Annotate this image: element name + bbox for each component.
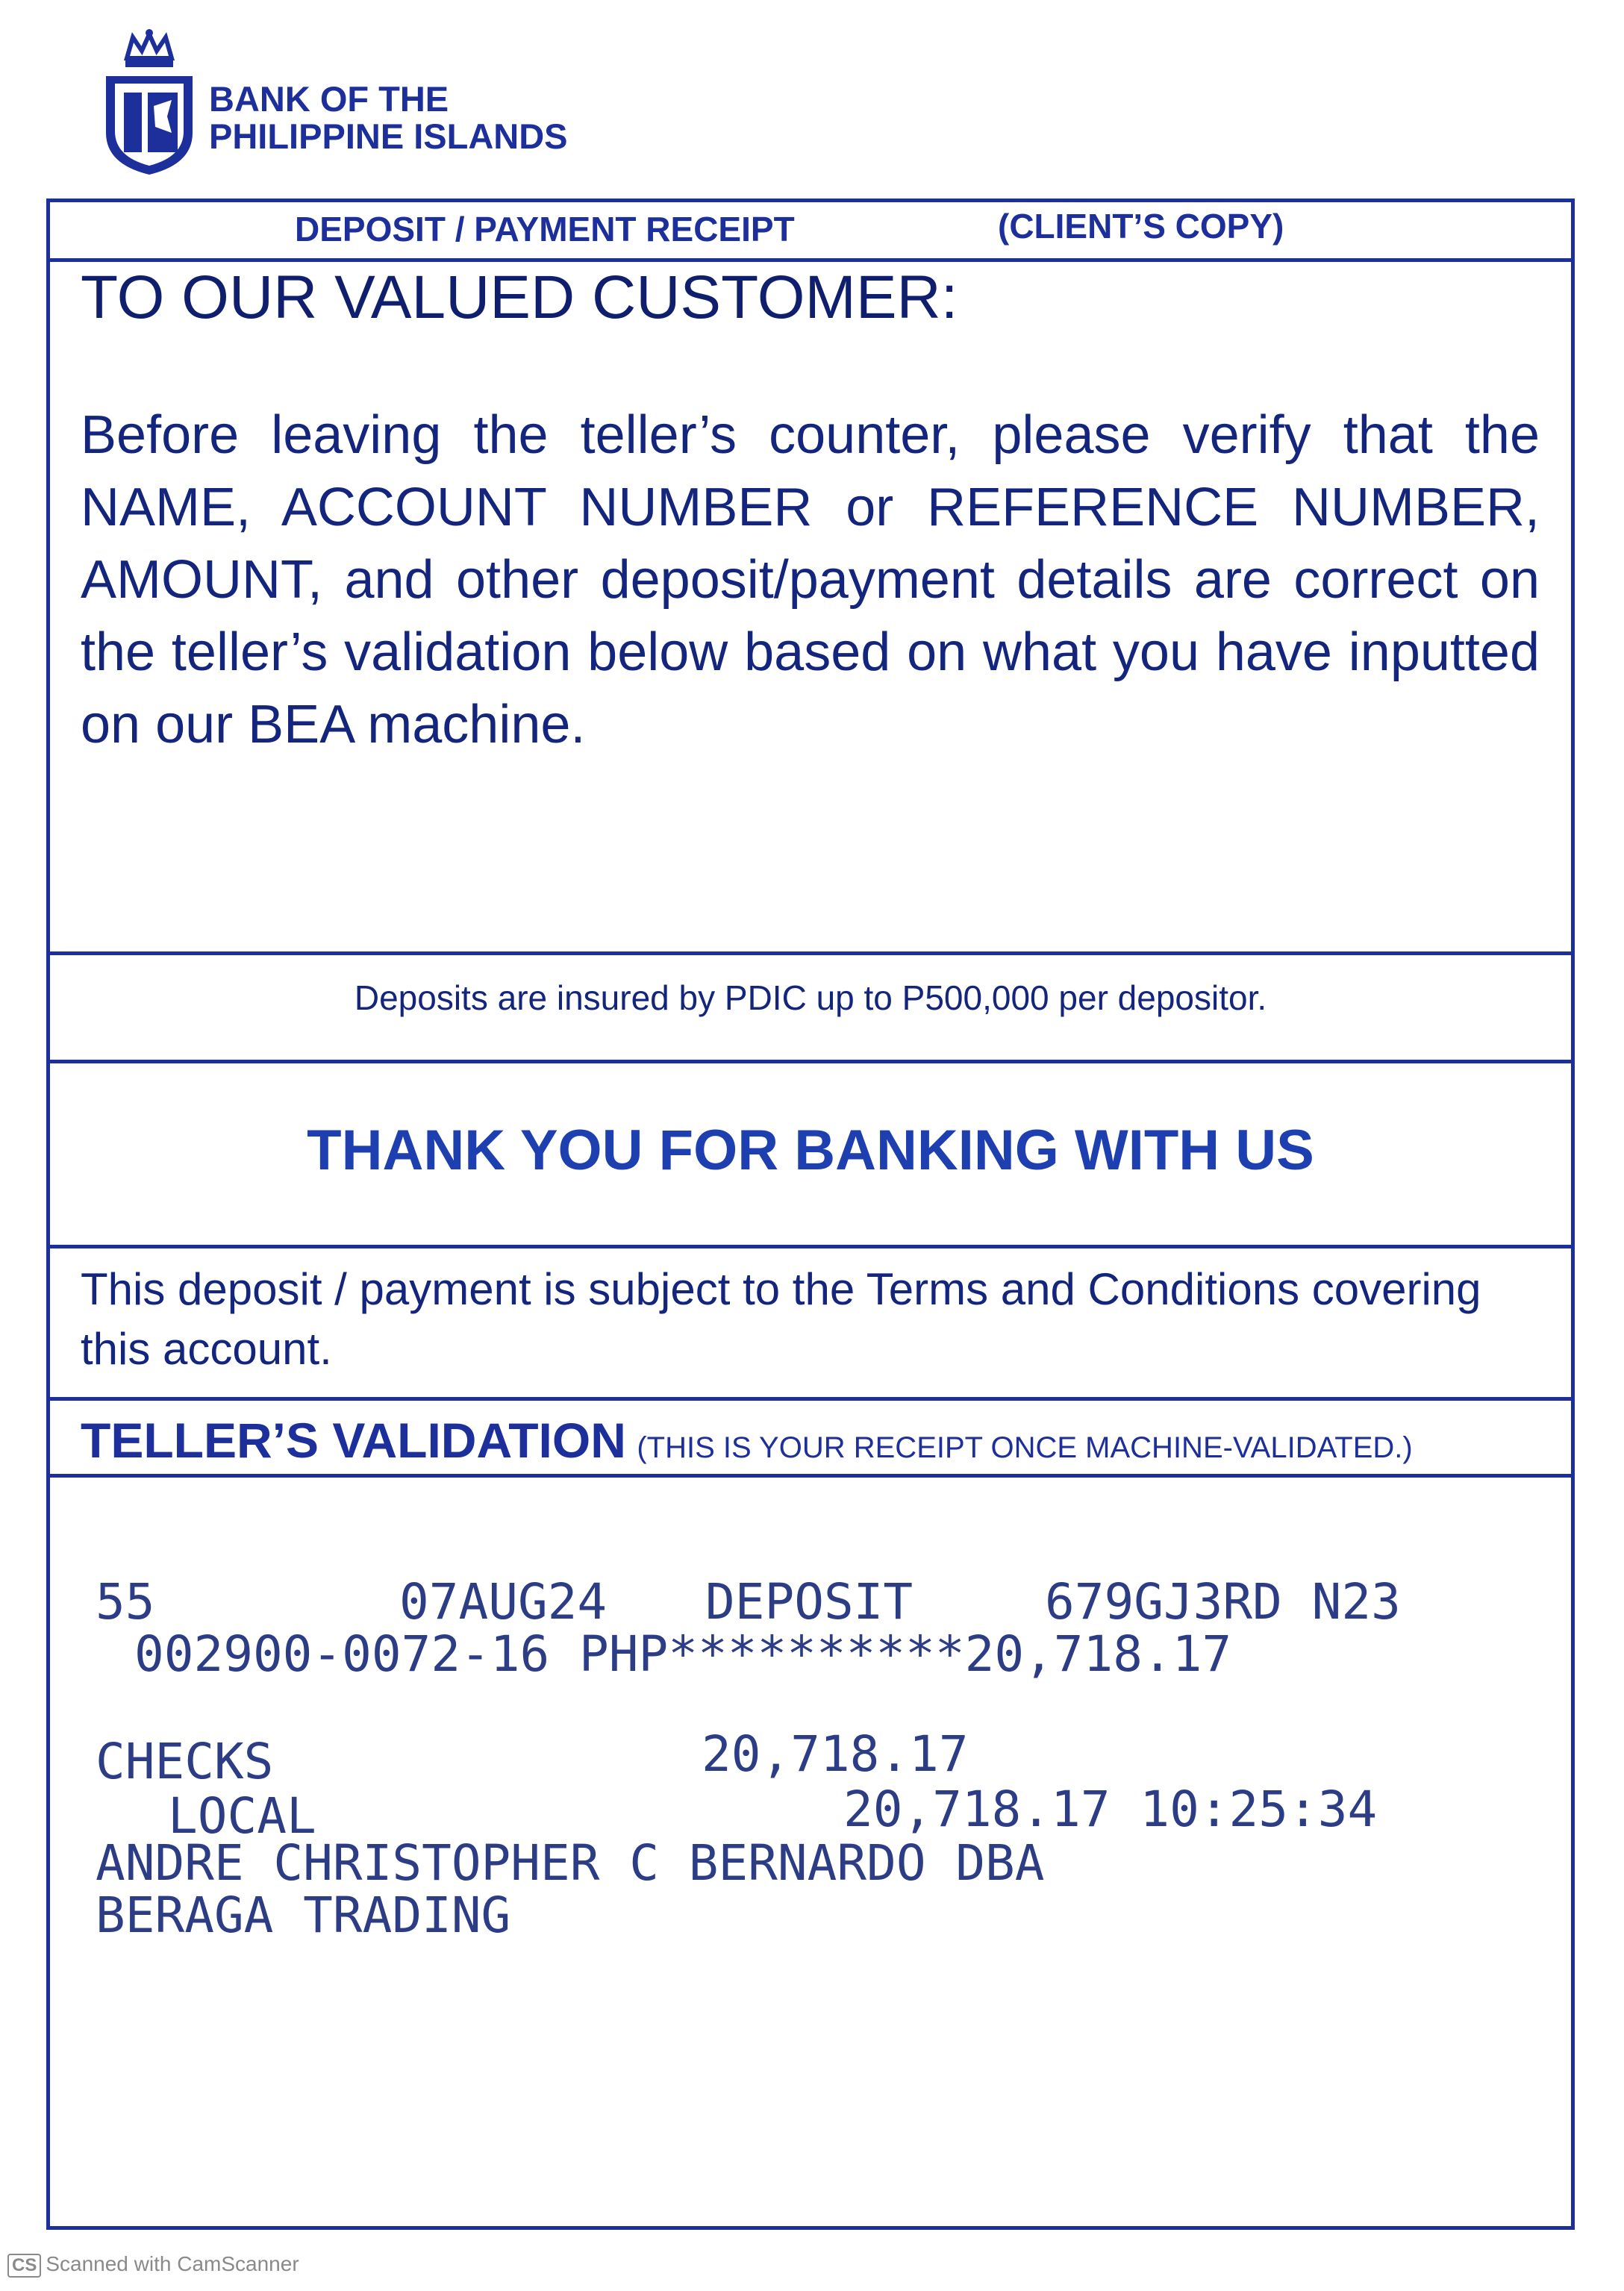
depositor-name-line1: ANDRE CHRISTOPHER C BERNARDO DBA	[96, 1834, 1045, 1892]
pdic-note: Deposits are insured by PDIC up to P500,000 per depositor.	[354, 978, 1267, 1017]
bank-logo	[97, 28, 664, 178]
thank-you-banner: THANK YOU FOR BANKING WITH US	[307, 1119, 1314, 1182]
copy-label: (CLIENT’S COPY)	[998, 207, 1284, 246]
validation-reference: 679GJ3RD N23	[1045, 1573, 1401, 1631]
scanner-text: Scanned with CamScanner	[46, 2252, 299, 2275]
depositor-name-line2: BERAGA TRADING	[96, 1887, 511, 1944]
divider	[46, 1397, 1575, 1401]
validation-code: 55	[96, 1573, 155, 1631]
teller-validation-subtitle: (THIS IS YOUR RECEIPT ONCE MACHINE-VALIDATED.)	[637, 1431, 1413, 1464]
terms-text: This deposit / payment is subject to the Terms and Conditions covering this account.	[81, 1264, 1481, 1374]
notice-title: TO OUR VALUED CUSTOMER:	[81, 263, 958, 331]
validation-date: 07AUG24	[399, 1573, 608, 1631]
divider	[46, 1474, 1575, 1478]
divider	[46, 1245, 1575, 1248]
teller-validation-title: TELLER’S VALIDATION	[81, 1413, 626, 1468]
local-label: LOCAL	[168, 1787, 316, 1845]
bank-name-line1: BANK OF THE	[209, 79, 449, 119]
divider	[46, 1060, 1575, 1063]
receipt-title: DEPOSIT / PAYMENT RECEIPT	[295, 210, 795, 249]
receipt-header	[46, 201, 1575, 261]
camscanner-logo-icon: CS	[7, 2254, 41, 2278]
local-amount-time: 20,718.17 10:25:34	[843, 1781, 1378, 1838]
checks-amount: 20,718.17	[702, 1725, 969, 1783]
scanner-watermark	[7, 2252, 299, 2278]
bank-name	[209, 81, 568, 155]
validation-account-amount: 002900-0072-16 PHP**********20,718.17	[134, 1625, 1232, 1683]
bank-name-line2: PHILIPPINE ISLANDS	[209, 116, 568, 156]
teller-validation-header	[81, 1412, 1413, 1469]
checks-label: CHECKS	[96, 1733, 274, 1790]
crown-shield-emblem-icon	[97, 28, 202, 178]
divider	[46, 951, 1575, 955]
validation-type: DEPOSIT	[705, 1573, 914, 1631]
notice-body: Before leaving the teller’s counter, please verify that the NAME, ACCOUNT NUMBER or REFERENCE NUMBER, AMOUNT, and other deposit/payment details are correct on the teller’s validation below based on what you have inputted on our BEA machine.	[81, 405, 1540, 754]
